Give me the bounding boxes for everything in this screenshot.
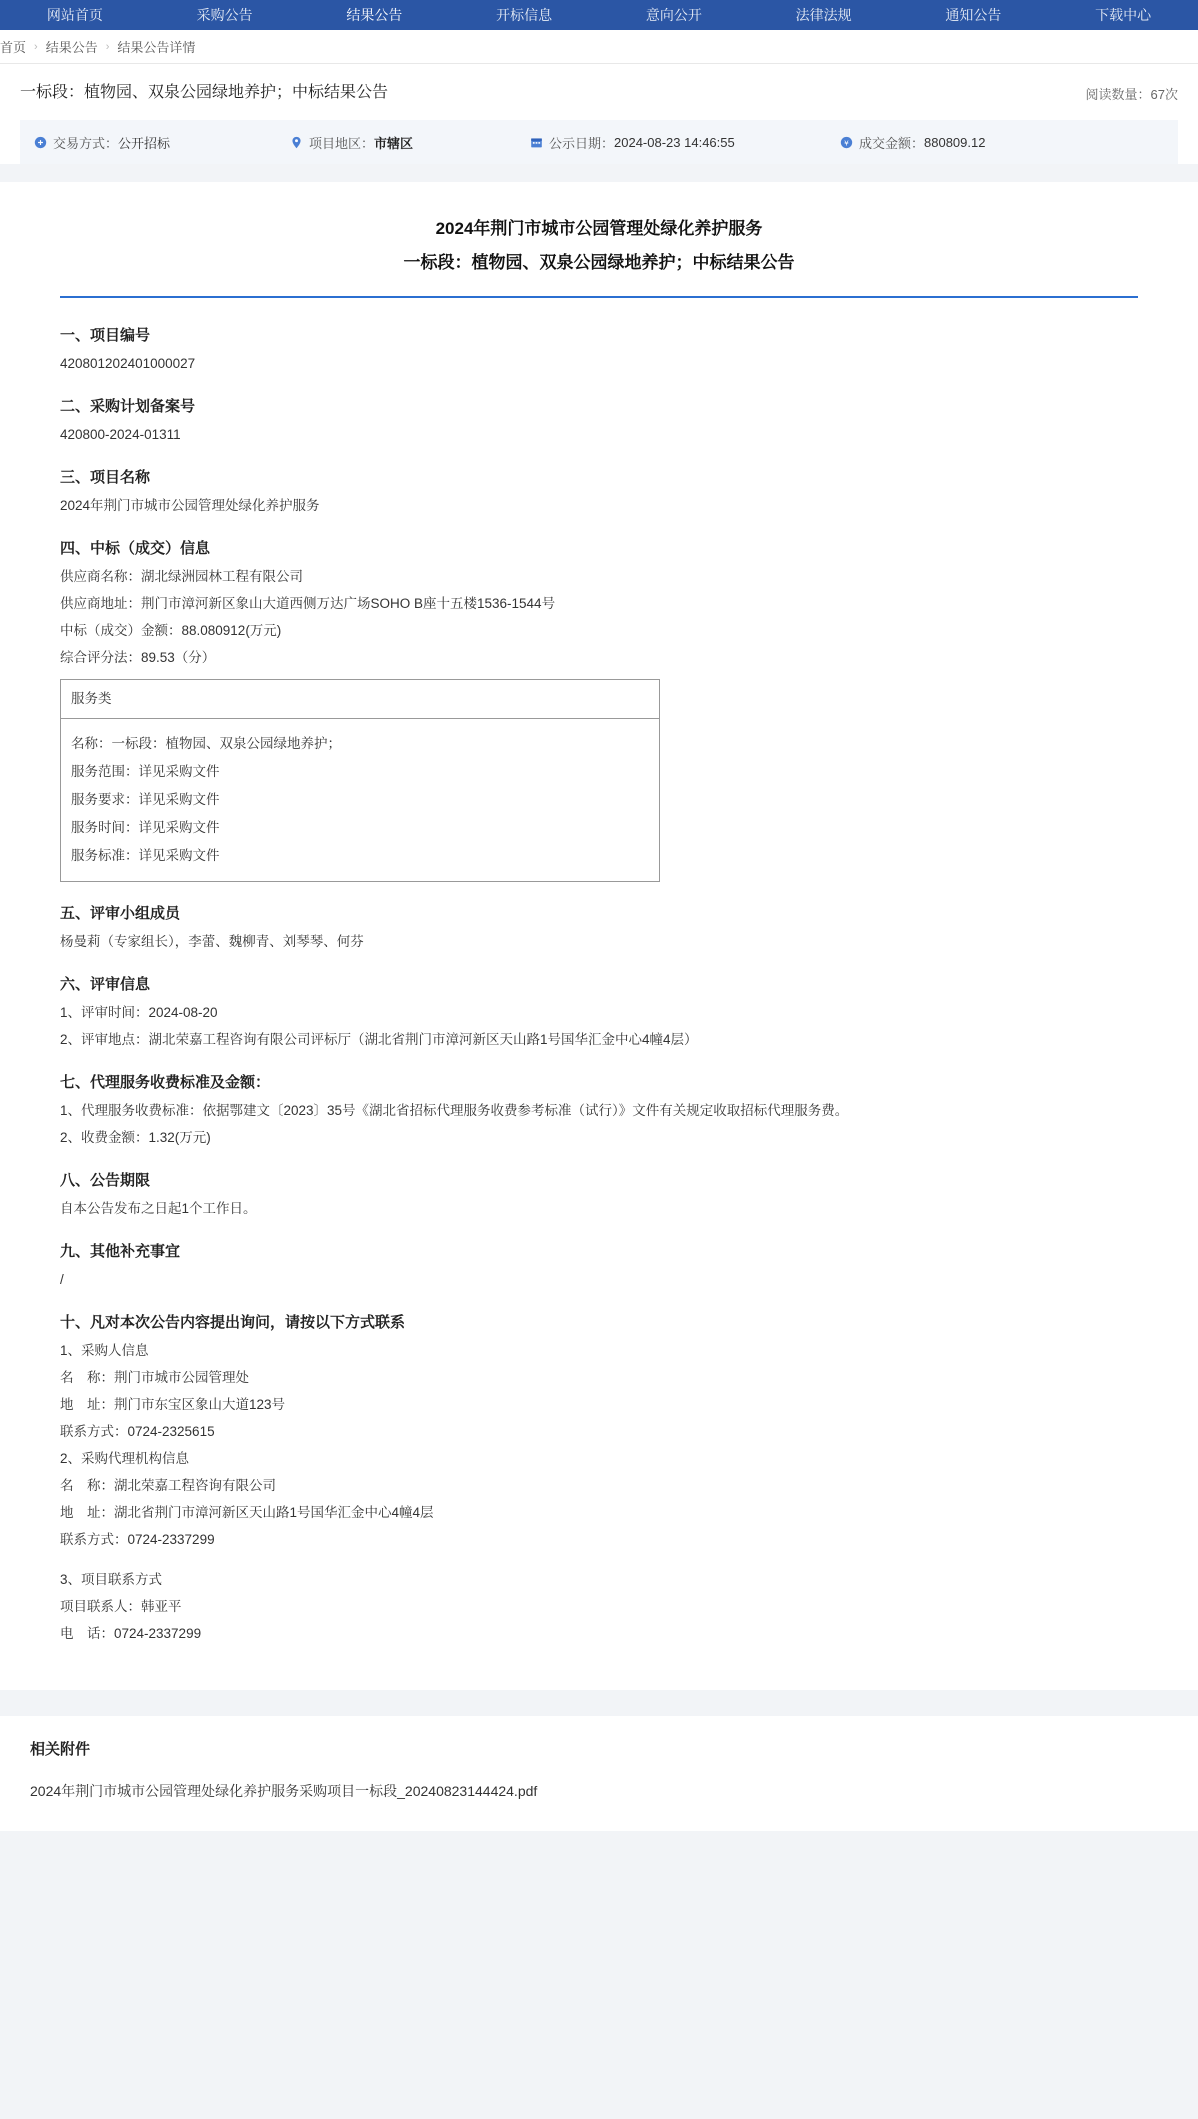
table-row: [61, 719, 660, 882]
service-table: [60, 679, 660, 882]
supplier-name: 供应商名称：湖北绿洲园林工程有限公司: [60, 569, 303, 584]
agency-fee-amount: 2、收费金额：1.32(万元): [60, 1130, 211, 1145]
section-divider: [0, 1690, 1198, 1716]
attachment-link[interactable]: 2024年荆门市城市公园管理处绿化养护服务采购项目一标段_20240823144424.pdf: [30, 1783, 538, 1799]
nav-item-home[interactable]: 网站首页: [46, 7, 103, 23]
document-title-line2: 一标段：植物园、双泉公园绿地养护；中标结果公告: [403, 253, 795, 272]
review-time: 1、评审时间：2024-08-20: [60, 1005, 218, 1020]
notice-period-text: 自本公告发布之日起1个工作日。: [60, 1201, 257, 1216]
service-detail-line: 服务时间：详见采购文件: [71, 820, 220, 835]
money-icon: [840, 136, 853, 149]
breadcrumb: [0, 30, 1198, 64]
section-heading-project-name: 三、项目名称: [60, 469, 151, 486]
meta-label: 公示日期：: [549, 135, 615, 151]
nav-item-intention-disclosure[interactable]: 意向公开: [645, 7, 702, 23]
purchaser-info-heading: 1、采购人信息: [60, 1343, 149, 1358]
meta-bar: [20, 120, 1178, 164]
agency-fee-standard: 1、代理服务收费标准：依据鄂建文〔2023〕35号《湖北省招标代理服务收费参考标准（试行）》文件有关规定收取招标代理服务费。: [60, 1103, 849, 1118]
read-count-value: 67次: [1150, 87, 1178, 102]
service-detail-line: 服务范围：详见采购文件: [71, 764, 220, 779]
section-heading-agency-fee: 七、代理服务收费标准及金额：: [60, 1074, 271, 1091]
location-icon: [290, 136, 303, 149]
service-category: 服务类: [61, 680, 660, 719]
nav-item-downloads[interactable]: 下载中心: [1095, 7, 1152, 23]
evaluation-score: 综合评分法：89.53（分）: [60, 650, 216, 665]
attachments-title: 相关附件: [30, 1741, 91, 1758]
nav-item-result-notice[interactable]: 结果公告: [346, 7, 403, 23]
section-heading-plan-record-number: 二、采购计划备案号: [60, 398, 196, 415]
other-matters-text: /: [60, 1272, 64, 1287]
nav-item-bid-opening[interactable]: 开标信息: [496, 7, 553, 23]
project-contact-person: 项目联系人：韩亚平: [60, 1599, 182, 1614]
service-detail-line: 名称：一标段：植物园、双泉公园绿地养护；: [71, 736, 341, 751]
breadcrumb-home[interactable]: 首页: [0, 40, 27, 55]
top-navigation: [0, 0, 1198, 30]
project-name-value: 2024年荆门市城市公园管理处绿化养护服务: [60, 498, 320, 513]
attachments-section: [0, 1716, 1198, 1831]
breadcrumb-current: 结果公告详情: [117, 40, 196, 55]
section-heading-other-matters: 九、其他补充事宜: [60, 1243, 181, 1260]
meta-publish-date: [530, 133, 840, 152]
section-divider: [0, 164, 1198, 182]
meta-value: 880809.12: [924, 134, 986, 150]
meta-value: 2024-08-23 14:46:55: [614, 134, 735, 150]
document-title-line1: 2024年荆门市城市公园管理处绿化养护服务: [435, 219, 763, 238]
read-count: [1086, 80, 1178, 103]
section-heading-contact: 十、凡对本次公告内容提出询问，请按以下方式联系: [60, 1314, 406, 1331]
section-heading-review-info: 六、评审信息: [60, 976, 151, 993]
winning-amount: 中标（成交）金额：88.080912(万元): [60, 623, 282, 638]
title-divider: [60, 296, 1138, 298]
read-count-label: 阅读数量：: [1085, 87, 1151, 102]
section-heading-review-panel: 五、评审小组成员: [60, 905, 181, 922]
supplier-address: 供应商地址：荆门市漳河新区象山大道西侧万达广场SOHO B座十五楼1536-1544号: [60, 596, 556, 611]
document-body: [0, 182, 1198, 1690]
meta-value: 公开招标: [118, 135, 171, 151]
nav-item-laws[interactable]: 法律法规: [795, 7, 852, 23]
meta-label: 项目地区：: [309, 135, 375, 151]
tag-icon: [34, 136, 47, 149]
purchaser-address: 地 址：荆门市东宝区象山大道123号: [60, 1397, 286, 1412]
header-card: [0, 64, 1198, 164]
breadcrumb-separator-icon: ›: [105, 40, 110, 53]
purchaser-contact: 联系方式：0724-2325615: [60, 1424, 215, 1439]
agency-name: 名 称：湖北荣嘉工程咨询有限公司: [60, 1478, 276, 1493]
meta-amount: [840, 133, 1140, 152]
table-row: [61, 680, 660, 719]
meta-label: 成交金额：: [859, 135, 925, 151]
service-details: [61, 719, 660, 882]
nav-item-procurement-notice[interactable]: 采购公告: [196, 7, 253, 23]
meta-region: [290, 133, 530, 152]
section-heading-winning-info: 四、中标（成交）信息: [60, 540, 211, 557]
breadcrumb-separator-icon: ›: [34, 40, 38, 53]
project-contact-heading: 3、项目联系方式: [60, 1572, 163, 1587]
nav-item-announcements[interactable]: 通知公告: [945, 7, 1002, 23]
agency-address: 地 址：湖北省荆门市漳河新区天山路1号国华汇金中心4幢4层: [60, 1505, 434, 1520]
calendar-icon: [530, 136, 543, 149]
project-contact-phone: 电 话：0724-2337299: [60, 1626, 202, 1641]
review-location: 2、评审地点：湖北荣嘉工程咨询有限公司评标厅（湖北省荆门市漳河新区天山路1号国华汇金中心4幢4层）: [60, 1032, 698, 1047]
meta-trade-method: [20, 133, 290, 152]
service-detail-line: 服务要求：详见采购文件: [71, 792, 220, 807]
purchaser-name: 名 称：荆门市城市公园管理处: [60, 1370, 249, 1385]
svg-text:¥: ¥: [844, 137, 849, 147]
page-title: 一标段：植物园、双泉公园绿地养护；中标结果公告: [20, 84, 389, 101]
service-detail-line: 服务标准：详见采购文件: [71, 848, 220, 863]
section-heading-notice-period: 八、公告期限: [60, 1172, 151, 1189]
agency-contact: 联系方式：0724-2337299: [60, 1532, 215, 1547]
section-heading-project-number: 一、项目编号: [60, 327, 151, 344]
project-number-value: 420801202401000027: [60, 356, 196, 371]
agency-info-heading: 2、采购代理机构信息: [60, 1451, 190, 1466]
meta-label: 交易方式：: [53, 135, 119, 151]
meta-value: 市辖区: [374, 135, 414, 151]
breadcrumb-result-notice[interactable]: 结果公告: [45, 40, 98, 55]
review-panel-members: 杨曼莉（专家组长），李蕾、魏柳青、刘琴琴、何芬: [60, 934, 364, 949]
plan-record-number-value: 420800-2024-01311: [60, 427, 181, 442]
